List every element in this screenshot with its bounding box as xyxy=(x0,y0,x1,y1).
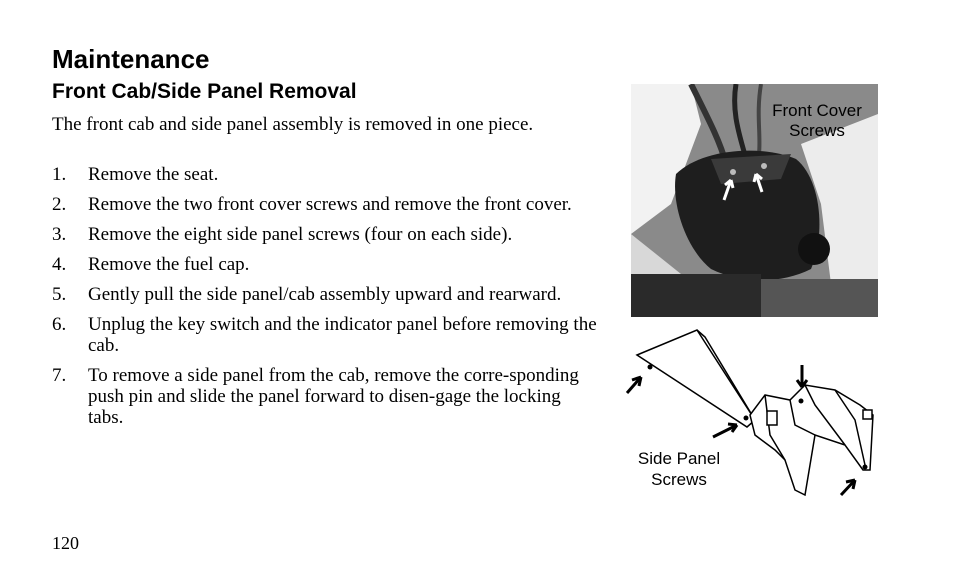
step-text: Remove the seat. xyxy=(88,164,219,185)
step-number: 5. xyxy=(52,284,67,305)
label-line: Front Cover xyxy=(772,101,862,120)
step-number: 1. xyxy=(52,164,67,185)
step-number: 7. xyxy=(52,365,67,386)
intro-paragraph: The front cab and side panel assembly is removed in one piece. xyxy=(52,114,534,135)
step-text: Gently pull the side panel/cab assembly upward and rearward. xyxy=(88,284,562,305)
label-line: Side Panel xyxy=(637,449,721,468)
step-text: Remove the two front cover screws and remove the front cover. xyxy=(88,194,572,215)
step-number: 2. xyxy=(52,194,67,215)
step-number: 3. xyxy=(52,224,67,245)
list-item xyxy=(52,164,597,185)
label-line: Screws xyxy=(789,121,845,140)
list-item xyxy=(52,365,597,428)
section-title: Maintenance xyxy=(52,44,210,74)
step-text: Unplug the key switch and the indicator panel before removing the cab. xyxy=(88,314,597,356)
list-item xyxy=(52,194,597,215)
page-title: Front Cab/Side Panel Removal xyxy=(52,80,357,103)
list-item xyxy=(52,314,597,356)
list-item xyxy=(52,224,597,245)
step-text: Remove the fuel cap. xyxy=(88,254,250,275)
step-text: Remove the eight side panel screws (four on each side). xyxy=(88,224,513,245)
list-item xyxy=(52,284,597,305)
label-line: Screws xyxy=(651,470,707,489)
step-number: 6. xyxy=(52,314,67,335)
front-cover-screws-label xyxy=(758,101,876,141)
page-number: 120 xyxy=(52,533,79,553)
step-number: 4. xyxy=(52,254,67,275)
steps-list xyxy=(52,164,597,437)
side-panel-screws-label xyxy=(624,448,734,490)
list-item xyxy=(52,254,597,275)
step-text: To remove a side panel from the cab, remove the corre-sponding push pin and slide the panel forward to disen-gage the locking tabs. xyxy=(88,365,579,428)
